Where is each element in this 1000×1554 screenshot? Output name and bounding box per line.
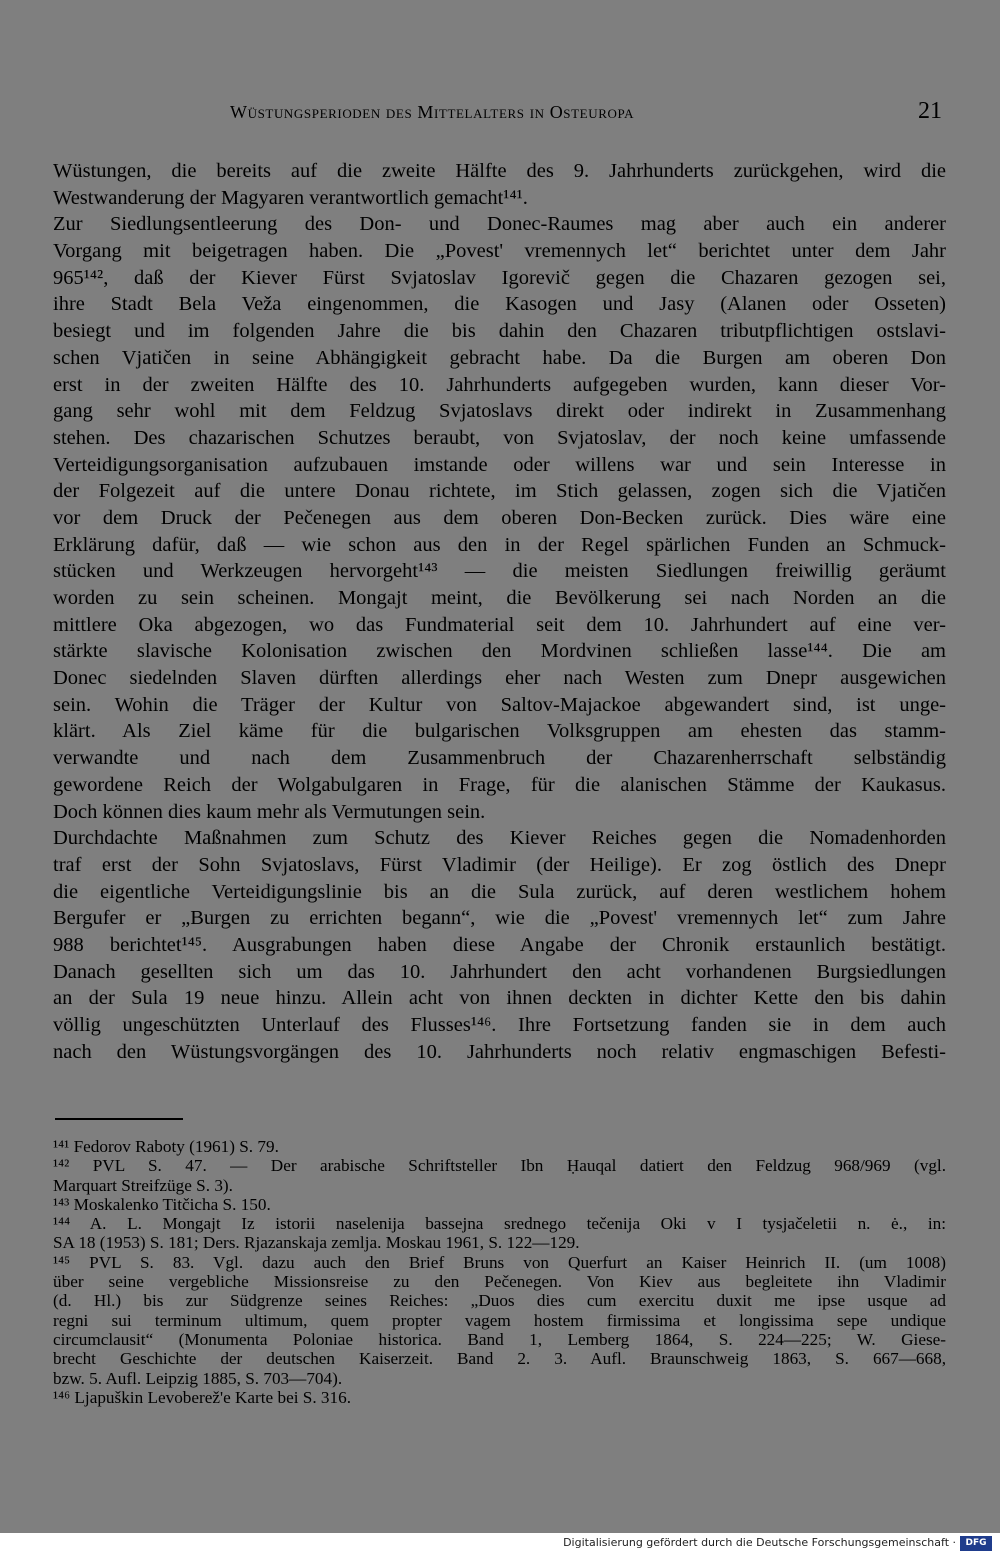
footnote-line: ¹⁴⁶ Ljapuškin Levoberež'e Karte bei S. 316. — [53, 1387, 352, 1407]
body-line: vor dem Druck der Pečenegen aus dem oberen Don-Becken zurück. Dies wäre eine — [53, 506, 946, 529]
footnote-line: ¹⁴⁴ A. L. Mongajt Iz istorii naselenija bassejna srednego tečenija Oki v I tysjačeletii n. ė., in: — [53, 1214, 946, 1234]
body-line: stücken und Werkzeugen hervorgeht¹⁴³ — die meisten Siedlungen freiwillig geräumt — [53, 560, 946, 583]
body-line: an der Sula 19 neue hinzu. Allein acht von ihnen deckten in dichter Kette den bis dahin — [53, 987, 946, 1010]
footnote-line: circumclausit“ (Monumenta Poloniae historica. Band 1, Lemberg 1864, S. 224—225; W. Giese- — [53, 1329, 946, 1349]
dfg-logo-icon: DFG — [960, 1536, 992, 1551]
footnote-line: ¹⁴² PVL S. 47. — Der arabische Schriftsteller Ibn Ḥauqal datiert den Feldzug 968/969 (vgl. — [53, 1156, 946, 1176]
body-line: sein. Wohin die Träger der Kultur von Saltov-Majackoe abgewandert sind, ist unge- — [53, 693, 946, 716]
footnote-line: brecht Geschichte der deutschen Kaiserzeit. Band 2. 3. Aufl. Braunschweig 1863, S. 667—668, — [53, 1349, 946, 1369]
footnote-line: SA 18 (1953) S. 181; Ders. Rjazanskaja zemlja. Moskau 1961, S. 122—129. — [53, 1233, 580, 1253]
body-line: die eigentliche Verteidigungslinie bis an die Sula zurück, auf deren westlichem hohem — [53, 880, 946, 903]
body-line: klärt. Als Ziel käme für die bulgarischen Volksgruppen am ehesten das stamm- — [53, 720, 946, 743]
body-line: stehen. Des chazarischen Schutzes beraubt, von Svjatoslav, der noch keine umfassende — [53, 426, 946, 449]
body-line: mittlere Oka abgezogen, wo das Fundmaterial seit dem 10. Jahrhundert auf eine ver- — [53, 613, 946, 636]
body-line: traf erst der Sohn Svjatoslavs, Fürst Vladimir (der Heilige). Er zog östlich des Dnepr — [53, 853, 946, 876]
body-line: Westwanderung der Magyaren verantwortlich gemacht¹⁴¹. — [53, 186, 528, 209]
page-number: 21 — [918, 98, 942, 124]
body-line: 965¹⁴², daß der Kiever Fürst Svjatoslav Igorevič gegen die Chazaren gezogen sei, — [53, 266, 946, 289]
footnote-line: ¹⁴¹ Fedorov Raboty (1961) S. 79. — [53, 1137, 279, 1156]
body-line: Donec siedelnden Slaven dürften allerdings eher nach Westen zum Dnepr ausgewichen — [53, 667, 946, 690]
footnote-line: (d. Hl.) bis zur Südgrenze seines Reiches: „Duos dies cum exercitu duxit me ipse usque ad — [53, 1291, 946, 1311]
body-text — [53, 158, 946, 1065]
footnote-divider — [55, 1118, 183, 1120]
body-line: verwandte und nach dem Zusammenbruch der Chazarenherrschaft selbständig — [53, 747, 946, 770]
body-line: worden zu sein scheinen. Mongajt meint, die Bevölkerung sei nach Norden an die — [53, 587, 946, 609]
body-line: der Folgezeit auf die untere Donau richtete, im Stich gelassen, zogen sich die Vjatičen — [53, 480, 946, 503]
funding-credit: Digitalisierung gefördert durch die Deutsche Forschungsgemeinschaft · — [563, 1536, 956, 1549]
body-line: völlig ungeschützten Unterlauf des Flusses¹⁴⁶. Ihre Fortsetzung fanden sie in dem auch — [53, 1014, 946, 1036]
running-header — [0, 100, 1000, 130]
footnotes — [53, 1137, 946, 1407]
footnote-line: über seine vergebliche Missionsreise zu den Pečenegen. Von Kiev aus begleitete ihn Vladimir — [53, 1272, 946, 1292]
digitization-footer — [0, 1533, 1000, 1554]
body-line: Doch können dies kaum mehr als Vermutungen sein. — [53, 800, 486, 823]
footnote-line: ¹⁴³ Moskalenko Titčicha S. 150. — [53, 1194, 271, 1214]
body-line: Wüstungen, die bereits auf die zweite Hälfte des 9. Jahrhunderts zurückgehen, wird die — [53, 160, 946, 182]
body-line: Bergufer er „Burgen zu errichten begann“, wie die „Povest' vremennych let“ zum Jahre — [53, 907, 946, 930]
footnote-line: Marquart Streifzüge S. 3). — [53, 1175, 233, 1195]
body-line: besiegt und im folgenden Jahre die bis dahin den Chazaren tributpflichtigen ostslavi- — [53, 320, 946, 343]
body-line: erst in der zweiten Hälfte des 10. Jahrhunderts aufgegeben wurden, kann dieser Vor- — [53, 373, 946, 396]
body-line: Verteidigungsorganisation aufzubauen imstande oder willens war und sein Interesse in — [53, 453, 946, 476]
body-line: Durchdachte Maßnahmen zum Schutz des Kiever Reiches gegen die Nomadenhorden — [53, 827, 946, 850]
footnote-line: ¹⁴⁵ PVL S. 83. Vgl. dazu auch den Brief Bruns von Querfurt an Kaiser Heinrich II. (um 1008) — [53, 1252, 946, 1272]
body-line: schen Vjatičen in seine Abhängigkeit gebracht habe. Da die Burgen am oberen Don — [53, 346, 946, 369]
body-line: stärkte slavische Kolonisation zwischen den Mordvinen schließen lasse¹⁴⁴. Die am — [53, 640, 946, 663]
running-title: Wüstungsperioden des Mittelalters in Osteuropa — [230, 102, 635, 122]
body-line: nach den Wüstungsvorgängen des 10. Jahrhunderts noch relativ engmaschigen Befesti- — [53, 1040, 946, 1063]
footnote-line: bzw. 5. Aufl. Leipzig 1885, S. 703—704). — [53, 1368, 343, 1388]
body-line: Vorgang mit beigetragen haben. Die „Povest' vremennych let“ berichtet unter dem Jahr — [53, 240, 946, 263]
body-line: ihre Stadt Bela Veža eingenommen, die Kasogen und Jasy (Alanen oder Osseten) — [53, 293, 946, 316]
body-line: Erklärung dafür, daß — wie schon aus den in der Regel spärlichen Funden an Schmuck- — [53, 533, 946, 556]
body-line: 988 berichtet¹⁴⁵. Ausgrabungen haben diese Angabe der Chronik erstaunlich bestätigt. — [53, 933, 946, 956]
footnote-line: regni sui terminum ultimum, quem propter vagem hostem firmissima et longissima sepe undique — [53, 1310, 946, 1330]
body-line: Danach gesellten sich um das 10. Jahrhundert den acht vorhandenen Burgsiedlungen — [53, 960, 946, 983]
body-line: gang sehr wohl mit dem Feldzug Svjatoslavs direkt oder indirekt in Zusammenhang — [53, 400, 946, 423]
body-line: gewordene Reich der Wolgabulgaren in Frage, für die alanischen Stämme der Kaukasus. — [53, 773, 946, 796]
body-line: Zur Siedlungsentleerung des Don- und Donec-Raumes mag aber auch ein anderer — [53, 213, 946, 236]
